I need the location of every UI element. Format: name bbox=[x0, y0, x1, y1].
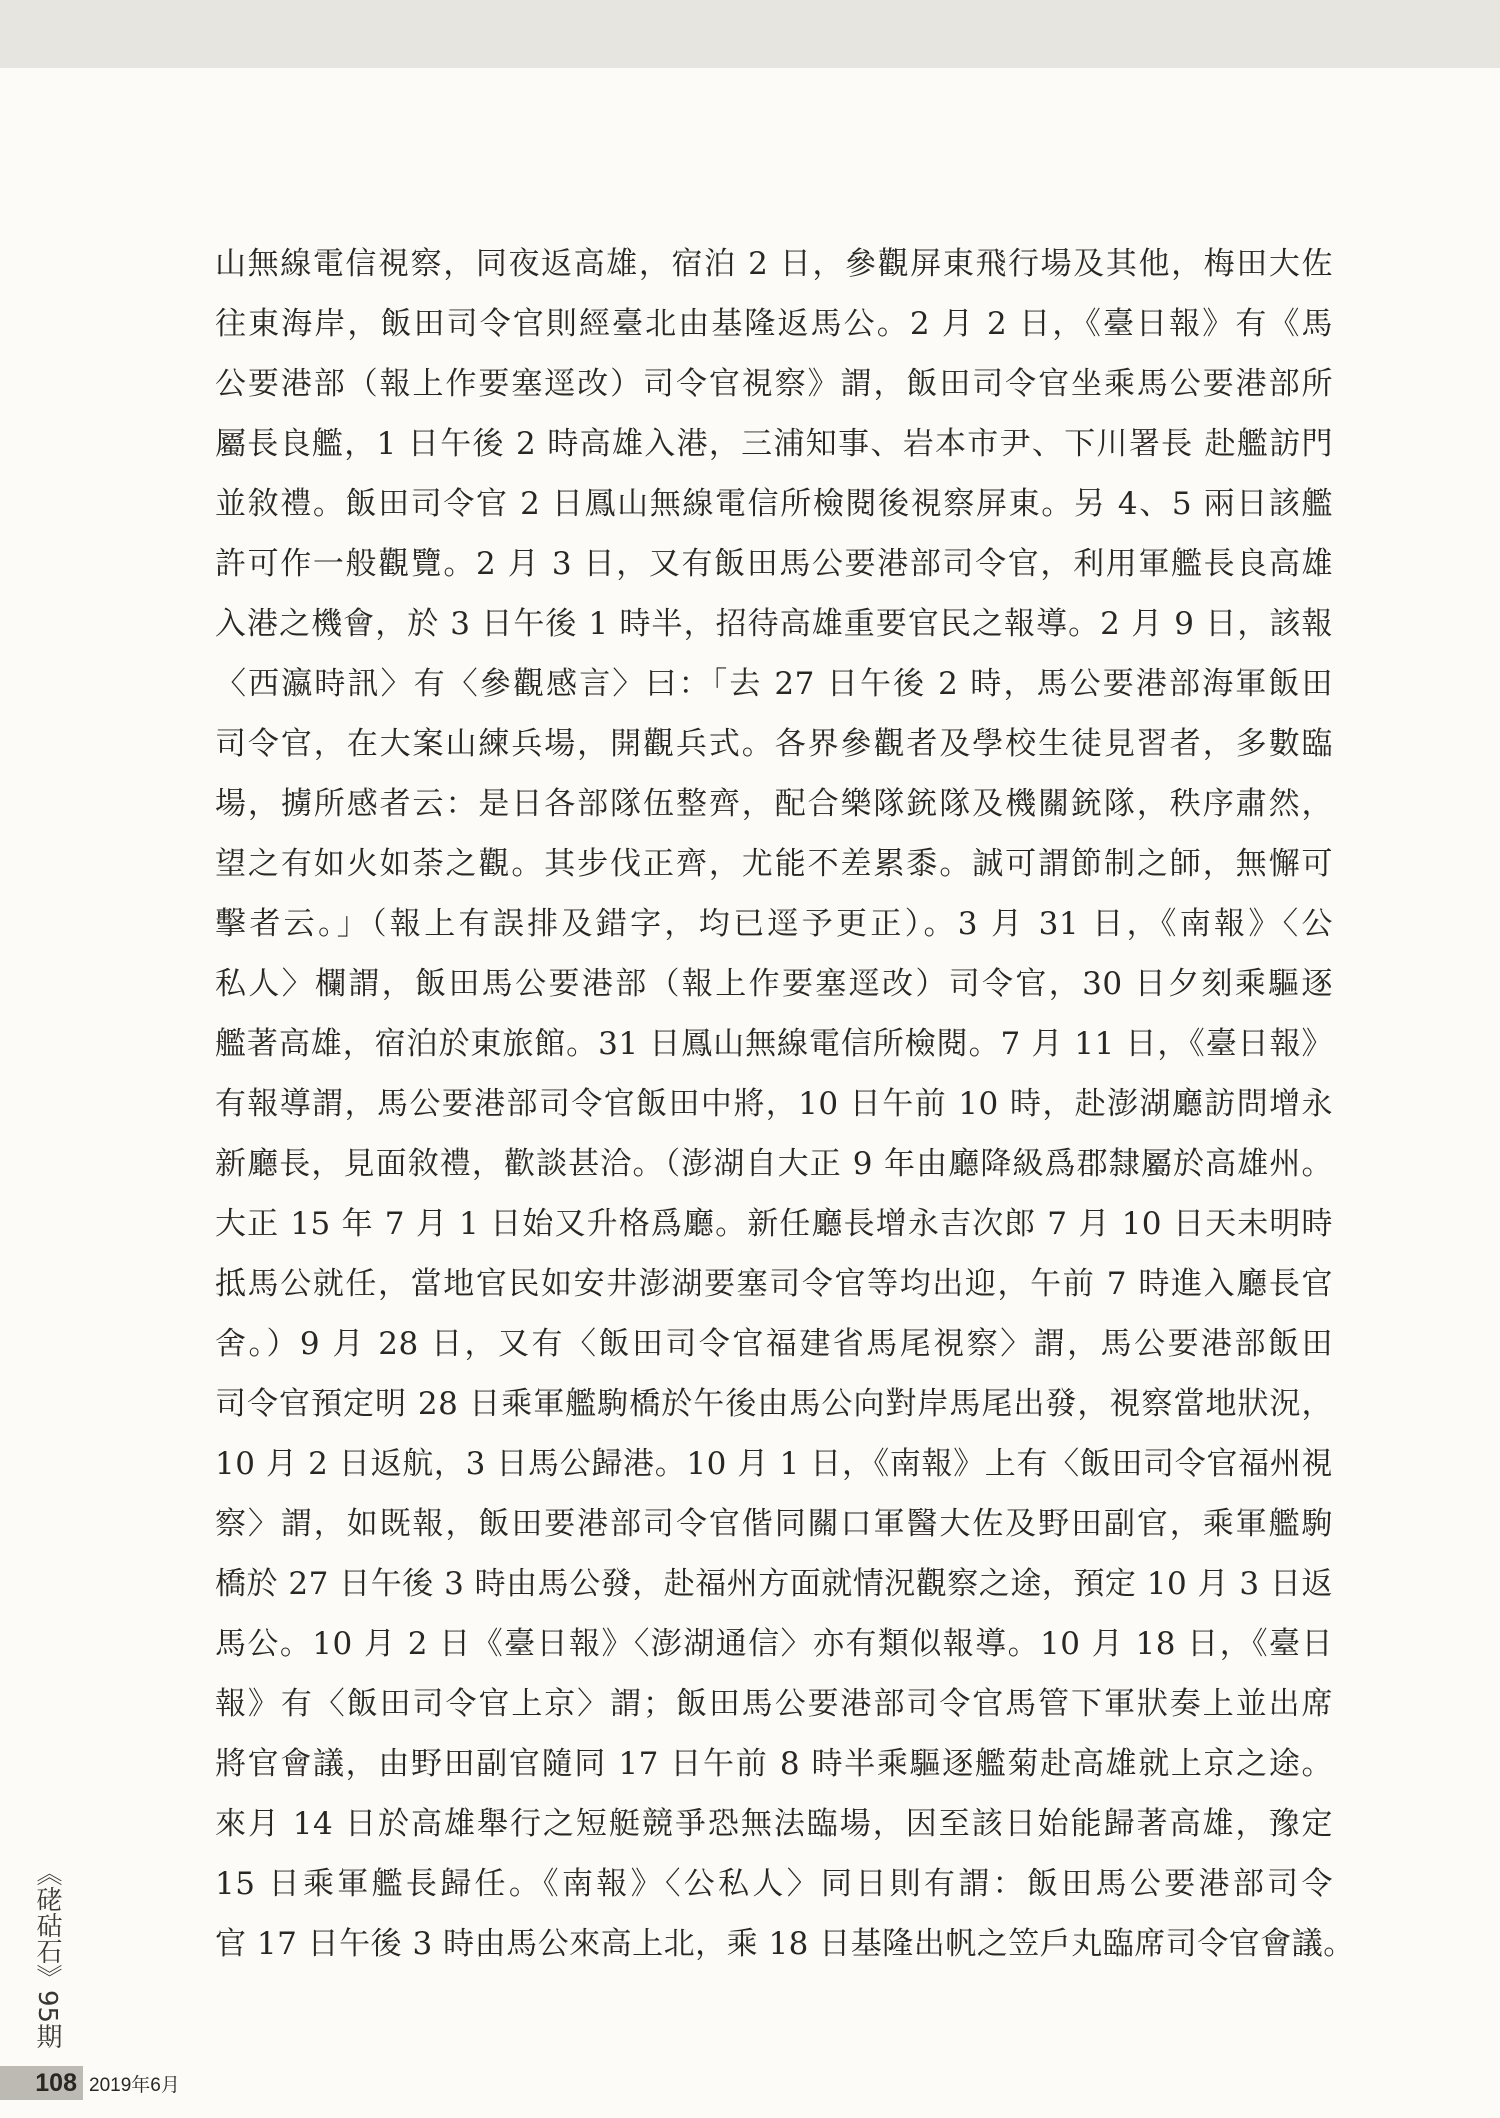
issue-date: 2019年6月 bbox=[89, 2074, 180, 2096]
text-line: 察〉謂，如既報，飯田要港部司令官偕同關口軍醫大佐及野田副官，乘軍艦駒 bbox=[215, 1506, 1333, 1542]
scan-top-band bbox=[0, 0, 1500, 68]
text-line: 山無線電信視察，同夜返高雄，宿泊 2 日，參觀屏東飛行場及其他，梅田大佐 bbox=[215, 246, 1333, 282]
text-line: 入港之機會，於 3 日午後 1 時半，招待高雄重要官民之報導。2 月 9 日，該報 bbox=[215, 606, 1333, 642]
text-line: 報》有〈飯田司令官上京〉謂；飯田馬公要港部司令官馬管下軍狀奏上並出席 bbox=[215, 1686, 1333, 1722]
text-line: 場，擄所感者云：是日各部隊伍整齊，配合樂隊銃隊及機關銃隊，秩序肅然， bbox=[215, 786, 1333, 822]
text-line: 〈西瀛時訊〉有〈參觀感言〉曰：「去 27 日午後 2 時，馬公要港部海軍飯田 bbox=[215, 666, 1333, 702]
text-line: 司令官，在大案山練兵場，開觀兵式。各界參觀者及學校生徒見習者，多數臨 bbox=[215, 726, 1333, 762]
text-line: 來月 14 日於高雄舉行之短艇競爭恐無法臨場，因至該日始能歸著高雄，豫定 bbox=[215, 1806, 1333, 1842]
text-line: 馬公。10 月 2 日《臺日報》〈澎湖通信〉亦有類似報導。10 月 18 日，《臺日 bbox=[215, 1626, 1333, 1662]
text-line: 公要港部（報上作要塞逕改）司令官視察》謂，飯田司令官坐乘馬公要港部所 bbox=[215, 366, 1333, 402]
text-line: 15 日乘軍艦長歸任。《南報》〈公私人〉同日則有謂：飯田馬公要港部司令 bbox=[215, 1866, 1333, 1902]
text-line: 司令官預定明 28 日乘軍艦駒橋於午後由馬公向對岸馬尾出發，視察當地狀況， bbox=[215, 1386, 1333, 1422]
text-line: 大正 15 年 7 月 1 日始又升格爲廳。新任廳長增永吉次郎 7 月 10 日天未明時 bbox=[215, 1206, 1333, 1242]
text-line: 橋於 27 日午後 3 時由馬公發，赴福州方面就情況觀察之途，預定 10 月 3 日返 bbox=[215, 1566, 1333, 1602]
text-line: 屬長良艦，1 日午後 2 時高雄入港，三浦知事、岩本市尹、下川署長 赴艦訪門 bbox=[215, 426, 1333, 462]
page-number: 108 bbox=[0, 2066, 83, 2100]
text-line: 擊者云。」（報上有誤排及錯字，均已逕予更正）。3 月 31 日，《南報》〈公 bbox=[215, 906, 1333, 942]
text-line: 抵馬公就任，當地官民如安井澎湖要塞司令官等均出迎，午前 7 時進入廳長官 bbox=[215, 1266, 1333, 1302]
text-line: 並敘禮。飯田司令官 2 日鳳山無線電信所檢閱後視察屏東。另 4、5 兩日該艦 bbox=[215, 486, 1333, 522]
journal-issue-label: 《硓𥑮石》95期 bbox=[32, 1860, 62, 2050]
text-line: 10 月 2 日返航，3 日馬公歸港。10 月 1 日，《南報》上有〈飯田司令官福州視 bbox=[215, 1446, 1333, 1482]
text-line: 望之有如火如荼之觀。其步伐正齊，尤能不差累黍。誠可謂節制之師，無懈可 bbox=[215, 846, 1333, 882]
text-line: 舍。）9 月 28 日，又有〈飯田司令官福建省馬尾視察〉謂，馬公要港部飯田 bbox=[215, 1326, 1333, 1362]
text-line: 官 17 日午後 3 時由馬公來高上北，乘 18 日基隆出帆之笠戶丸臨席司令官會議。 bbox=[215, 1926, 1355, 1962]
text-line: 往東海岸，飯田司令官則經臺北由基隆返馬公。2 月 2 日，《臺日報》有《馬 bbox=[215, 306, 1333, 342]
text-line: 有報導謂，馬公要港部司令官飯田中將，10 日午前 10 時，赴澎湖廳訪問增永 bbox=[215, 1086, 1333, 1122]
text-line: 艦著高雄，宿泊於東旅館。31 日鳳山無線電信所檢閱。7 月 11 日，《臺日報》 bbox=[215, 1026, 1333, 1062]
text-line: 新廳長，見面敘禮，歡談甚洽。（澎湖自大正 9 年由廳降級爲郡隸屬於高雄州。 bbox=[215, 1146, 1333, 1182]
body-text bbox=[215, 234, 1355, 1974]
text-line: 私人〉欄謂，飯田馬公要港部（報上作要塞逕改）司令官，30 日夕刻乘驅逐 bbox=[215, 966, 1333, 1002]
text-line: 將官會議，由野田副官隨同 17 日午前 8 時半乘驅逐艦菊赴高雄就上京之途。 bbox=[215, 1746, 1333, 1782]
text-line: 許可作一般觀覽。2 月 3 日，又有飯田馬公要港部司令官，利用軍艦長良高雄 bbox=[215, 546, 1333, 582]
page-folio bbox=[0, 2066, 180, 2100]
